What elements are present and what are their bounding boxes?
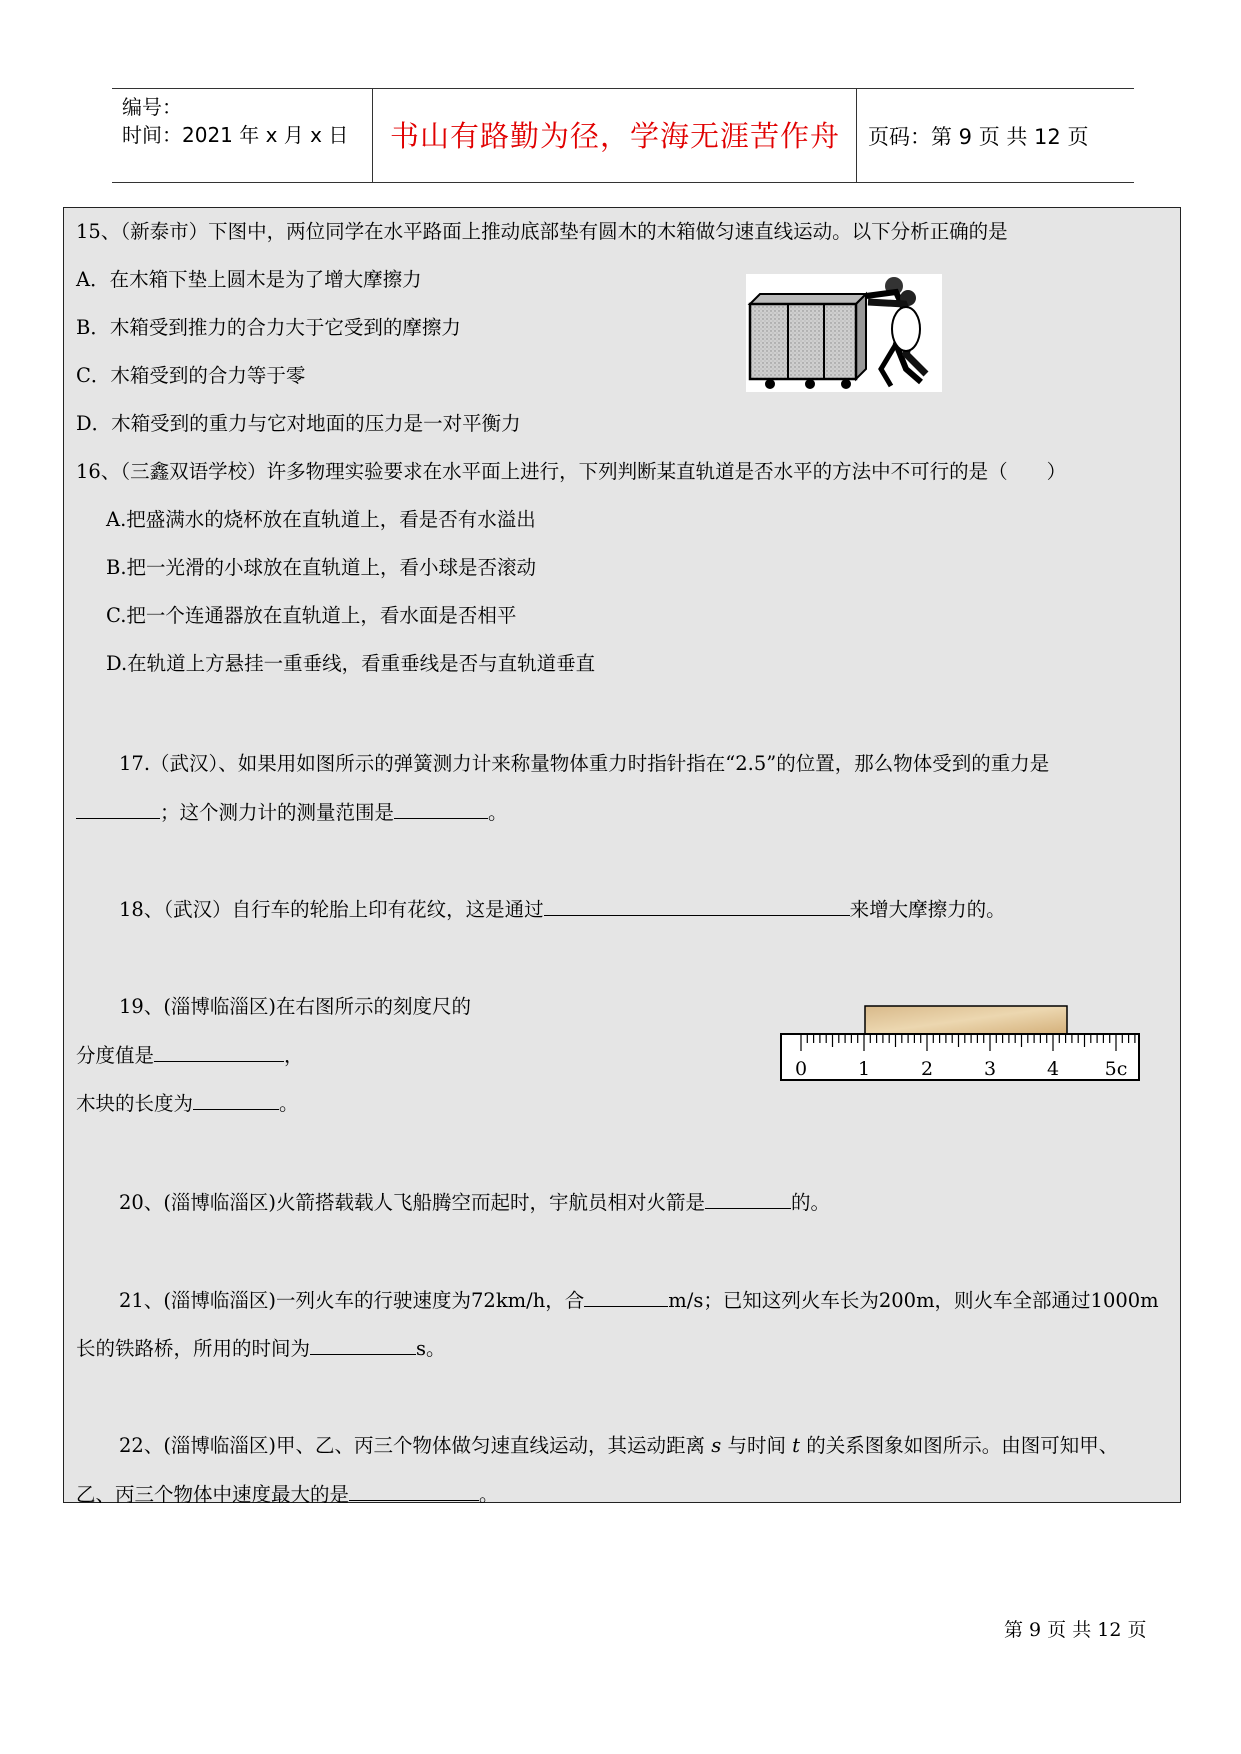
q15-option-a: A．在木箱下垫上圆木是为了增大摩擦力: [76, 268, 422, 291]
question-panel: [63, 207, 1181, 1506]
q22-text: 的关系图象如图所示。由图可知: [806, 1434, 1080, 1457]
q17-text: 。: [488, 801, 508, 824]
q19-text: 分度值是: [76, 1044, 155, 1067]
q20-text: 20、(淄博临淄区)火箭搭载载人飞船腾空而起时，宇航员相对火箭是: [119, 1191, 706, 1214]
q21-text: s。: [416, 1337, 446, 1360]
q19-text: 。: [279, 1092, 299, 1115]
doc-number-label: 编号：: [122, 95, 182, 119]
q20-text: 的。: [791, 1191, 831, 1214]
q16-option-d: D.在轨道上方悬挂一重垂线，看重垂线是否与直轨道垂直: [106, 652, 596, 675]
q15-stem: 15、（新泰市）下图中，两位同学在水平路面上推动底部垫有圆木的木箱做匀速直线运动。以下分析正确的是: [76, 220, 1008, 243]
ruler-drawing: [779, 998, 1141, 1088]
answer-blank[interactable]: [394, 799, 488, 819]
answer-blank[interactable]: [310, 1335, 416, 1355]
q18-text: 18、（武汉）自行车的轮胎上印有花纹，这是通过: [119, 898, 544, 921]
q16-option-c: C.把一个连通器放在直轨道上，看水面是否相平: [106, 604, 517, 627]
q19-text: ，: [284, 1044, 304, 1067]
q22-text: 。: [479, 1483, 499, 1506]
ruler-label: 2: [920, 1058, 934, 1080]
wood-block: [865, 1006, 1067, 1034]
answer-blank[interactable]: [154, 1042, 284, 1062]
q22-var-s: s: [711, 1434, 722, 1457]
answer-blank[interactable]: [76, 799, 160, 819]
q22-line-2: [76, 1481, 499, 1508]
ruler-label: 4: [1046, 1058, 1060, 1080]
page-footer: 第 9 页 共 12 页: [1004, 1619, 1147, 1641]
header-divider: [856, 89, 857, 182]
answer-blank[interactable]: [705, 1189, 791, 1209]
q15-option-c: C．木箱受到的合力等于零: [76, 364, 306, 387]
q18-line: [119, 896, 1006, 923]
q19-line-3: [76, 1090, 299, 1117]
doc-time-label: 时间：2021 年 x 月 x 日: [122, 123, 349, 147]
answer-blank[interactable]: [193, 1090, 279, 1110]
q22-var-t: t: [792, 1434, 801, 1457]
q21-text: m/s；已知这列火车长为200m，则火车全部通过1000m: [668, 1289, 1159, 1312]
q15-box-push-illustration: [746, 274, 942, 392]
q17-line-1: 17.（武汉）、如果用如图所示的弹簧测力计来称量物体重力时指针指在“2.5”的位置，那么物体受到的重力是: [119, 752, 1050, 775]
q22-line-1: [119, 1433, 1118, 1459]
q22-text: 22、(淄博临淄区)甲、乙、丙三个物体做匀速直线运动，其运动距离: [119, 1434, 706, 1457]
answer-blank[interactable]: [349, 1481, 479, 1501]
q21-line-2: [76, 1335, 446, 1362]
q15-option-b: B．木箱受到推力的合力大于它受到的摩擦力: [76, 316, 461, 339]
ruler-label: 3: [983, 1058, 997, 1080]
box-push-drawing: [746, 274, 942, 392]
q22-text: 与时间: [727, 1434, 786, 1457]
header-meta: [122, 93, 372, 149]
q17-text: ；这个测力计的测量范围是: [160, 801, 395, 824]
q20-line: [119, 1189, 830, 1216]
q19-line-1: 19、(淄博临淄区)在右图所示的刻度尺的: [119, 995, 472, 1018]
q21-text: 21、(淄博临淄区)一列火车的行驶速度为72km/h，合: [119, 1289, 585, 1312]
ruler-label: 0: [794, 1058, 808, 1080]
q17-line-2: [76, 799, 508, 826]
q19-line-2: [76, 1042, 304, 1069]
q19-ruler-illustration: [779, 998, 1141, 1088]
ruler-label: 1: [857, 1058, 871, 1080]
page-header: [112, 88, 1134, 183]
q16-option-a: A.把盛满水的烧杯放在直轨道上，看是否有水溢出: [106, 508, 536, 531]
q22-text: 甲、: [1079, 1434, 1119, 1457]
answer-blank[interactable]: [544, 896, 850, 916]
q21-text: 长的铁路桥，所用的时间为: [76, 1337, 311, 1360]
header-page-info: 页码：第 9 页 共 12 页: [868, 125, 1089, 149]
q15-option-d: D．木箱受到的重力与它对地面的压力是一对平衡力: [76, 412, 521, 435]
q22-text: 乙、丙三个物体中速度最大的是: [76, 1483, 350, 1506]
header-motto: 书山有路勤为径，学海无涯苦作舟: [389, 119, 840, 153]
answer-blank[interactable]: [584, 1287, 668, 1307]
ruler-label: 5c: [1104, 1058, 1128, 1080]
q16-stem: 16、（三鑫双语学校）许多物理实验要求在水平面上进行，下列判断某直轨道是否水平的方法中不可行的是（ ）: [76, 460, 1067, 483]
header-divider: [372, 89, 373, 182]
q16-option-b: B.把一光滑的小球放在直轨道上，看小球是否滚动: [106, 556, 537, 579]
q19-text: 木块的长度为: [76, 1092, 194, 1115]
q21-line-1: [119, 1287, 1159, 1314]
q18-text: 来增大摩擦力的。: [849, 898, 1006, 921]
ruler-body: [781, 1034, 1139, 1080]
